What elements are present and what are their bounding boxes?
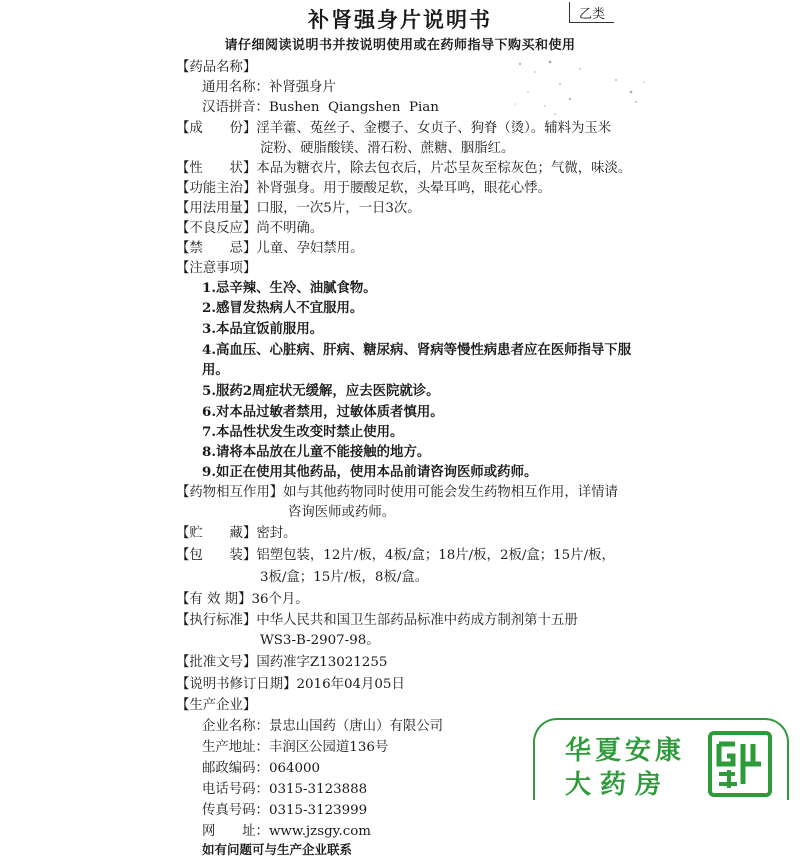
field-value: 景忠山国药（唐山）有限公司 <box>268 719 444 734</box>
section-label: 【贮 藏】 <box>176 526 257 541</box>
section-text: 铝塑包装，12片/板，4板/盒；18片/板，2板/盒；15片/板， <box>256 548 615 563</box>
print-scuff-mark <box>606 70 656 110</box>
section-text: 36个月。 <box>251 592 309 607</box>
manufacturer-company <box>202 715 443 734</box>
manufacturer-address <box>202 736 388 755</box>
section-text: 淫羊藿、菟丝子、金樱子、女贞子、狗脊（烫）。辅料为玉米 <box>256 121 612 136</box>
pharmacy-mark-icon <box>707 730 773 798</box>
field-label: 网 址： <box>202 824 269 839</box>
field-label: 汉语拼音： <box>202 100 269 115</box>
manufacturer-fax <box>202 799 367 818</box>
section-text: 口服，一次5片，一日3次。 <box>256 201 421 216</box>
section-text: 儿童、孕妇禁用。 <box>256 241 364 256</box>
section-text: 如与其他药物同时使用可能会发生药物相互作用，详情请 <box>283 485 618 500</box>
section-text-continued: 淀粉、硬脂酸镁、滑石粉、蔗糖、胭脂红。 <box>260 141 515 156</box>
precaution-item: 5.服药2周症状无缓解，应去医院就诊。 <box>202 383 440 399</box>
logo-line-1: 华夏安康 <box>565 736 686 766</box>
section-label: 【执行标准】 <box>176 613 257 628</box>
field-label: 电话号码： <box>202 782 269 797</box>
section-standard <box>176 609 578 628</box>
section-storage <box>176 522 297 541</box>
section-indications <box>176 177 551 196</box>
precaution-item: 4.高血压、心脏病、肝病、糖尿病、肾病等慢性病患者应在医师指导下服 <box>202 342 632 358</box>
pharmacy-logo <box>533 718 789 800</box>
section-ingredients <box>176 117 611 136</box>
section-validity <box>176 588 309 607</box>
section-dosage <box>176 197 421 216</box>
field-value: Bushen Qiangshen Pian <box>268 100 439 115</box>
manufacturer-website <box>202 820 371 839</box>
section-label: 【不良反应】 <box>176 221 257 236</box>
section-label: 【注意事项】 <box>176 261 257 276</box>
manufacturer-postcode <box>202 757 320 776</box>
section-text-continued: 咨询医师或药师。 <box>288 505 396 520</box>
section-label: 【说明书修订日期】 <box>176 677 297 692</box>
leaflet-title: 补肾强身片说明书 <box>308 7 492 32</box>
precaution-item: 8.请将本品放在儿童不能接触的地方。 <box>202 444 431 460</box>
section-text-continued: WS3-B-2907-98。 <box>260 633 380 648</box>
precaution-item: 7.本品性状发生改变时禁止使用。 <box>202 424 404 440</box>
section-text-continued: 3板/盒；15片/板，8板/盒。 <box>260 570 429 585</box>
section-text: 尚不明确。 <box>256 221 324 236</box>
section-text: 2016年04月05日 <box>296 677 405 692</box>
section-common-name <box>202 76 336 95</box>
section-packaging <box>176 544 615 563</box>
manufacturer-contact-note: 如有问题可与生产企业联系 <box>202 842 353 857</box>
field-label: 邮政编码： <box>202 761 269 776</box>
section-drug-name <box>176 56 256 75</box>
section-text: 补肾强身。用于腰酸足软，头晕耳鸣，眼花心悸。 <box>256 181 551 196</box>
precaution-item: 6.对本品过敏者禁用，过敏体质者慎用。 <box>202 404 444 420</box>
section-contraindications <box>176 237 363 256</box>
precaution-item: 9.如正在使用其他药品，使用本品前请咨询医师或药师。 <box>202 464 538 480</box>
section-label: 【性 状】 <box>176 161 257 176</box>
section-precautions <box>176 257 256 276</box>
section-text: 本品为糖衣片，除去包衣后，片芯呈灰至棕灰色；气微，味淡。 <box>256 161 632 176</box>
field-value: www.jzsgy.com <box>268 824 371 839</box>
precaution-item: 3.本品宜饭前服用。 <box>202 321 324 337</box>
section-label: 【用法用量】 <box>176 201 257 216</box>
section-label: 【生产企业】 <box>176 698 257 713</box>
section-label: 【包 装】 <box>176 548 257 563</box>
logo-line-2: 大药房 <box>565 770 671 800</box>
section-text: 国药准字Z13021255 <box>256 655 388 670</box>
field-label: 生产地址： <box>202 740 269 755</box>
manufacturer-phone <box>202 778 367 797</box>
field-value: 0315-3123888 <box>268 782 368 797</box>
field-value: 0315-3123999 <box>268 803 368 818</box>
section-label: 【药物相互作用】 <box>176 485 284 500</box>
section-label: 【成 份】 <box>176 121 257 136</box>
field-label: 企业名称： <box>202 719 269 734</box>
section-label: 【有 效 期】 <box>176 592 252 607</box>
section-approval-number <box>176 651 387 670</box>
precaution-item: 1.忌辛辣、生冷、油腻食物。 <box>202 280 377 296</box>
precaution-item: 2.感冒发热病人不宜服用。 <box>202 300 364 316</box>
section-label: 【禁 忌】 <box>176 241 257 256</box>
section-text: 密封。 <box>256 526 297 541</box>
section-revision-date <box>176 673 405 692</box>
leaflet-subtitle: 请仔细阅读说明书并按说明使用或在药师指导下购买和使用 <box>224 38 576 53</box>
section-adverse-reactions <box>176 217 323 236</box>
section-manufacturer <box>176 694 256 713</box>
otc-class-badge: 乙类 <box>569 2 614 23</box>
field-value: 补肾强身片 <box>268 80 336 95</box>
field-label: 传真号码： <box>202 803 269 818</box>
precaution-item-continued: 用。 <box>202 362 229 378</box>
field-label: 通用名称： <box>202 80 269 95</box>
section-pinyin <box>202 96 439 115</box>
section-label: 【药品名称】 <box>176 60 257 75</box>
section-label: 【功能主治】 <box>176 181 257 196</box>
field-value: 064000 <box>268 761 321 776</box>
section-description <box>176 157 631 176</box>
print-scuff-mark <box>500 44 590 124</box>
section-text: 中华人民共和国卫生部药品标准中药成方制剂第十五册 <box>256 613 578 628</box>
section-label: 【批准文号】 <box>176 655 257 670</box>
section-interactions <box>176 481 618 500</box>
field-value: 丰润区公园道136号 <box>268 740 389 755</box>
